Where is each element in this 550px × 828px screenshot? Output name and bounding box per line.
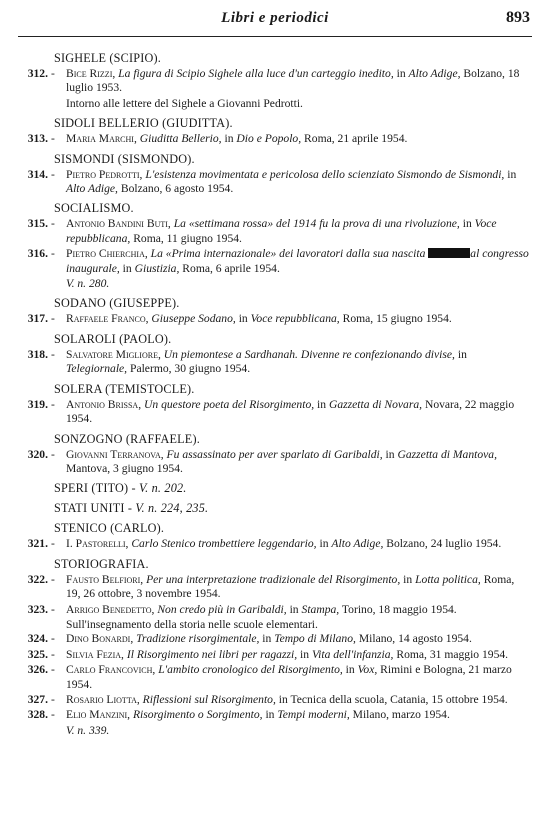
entry-place-date: Roma, 21 aprile 1954. <box>301 132 408 146</box>
entry-in: in <box>393 67 409 80</box>
entry-title: Tradizione risorgimentale, <box>136 632 260 646</box>
entry-source: Telegiornale, <box>66 362 128 376</box>
entry-source: Vita dell'infanzia, <box>311 647 394 661</box>
entry-title: Giuditta Bellerio, <box>139 132 222 146</box>
entry-author: Raffaele Franco, <box>66 312 149 326</box>
bibliography-entry <box>18 67 530 96</box>
bibliography-entry <box>18 217 530 246</box>
entry-title: Un piemontese a Sardhanah. Divenne re confezionando divise, <box>163 347 455 361</box>
subject-heading <box>18 481 530 496</box>
entry-dash: - <box>51 67 55 80</box>
page-number: 893 <box>506 9 530 26</box>
entry-source: Gazzetta di Mantova, <box>397 447 497 461</box>
entry-place-date: Milano, marzo 1954. <box>349 708 450 722</box>
entry-number: 316. <box>27 247 48 261</box>
entry-dash: - <box>51 167 55 181</box>
cross-reference: V. n. 224, 235. <box>135 501 209 516</box>
entry-place-date: Bolzano, 24 luglio 1954. <box>383 537 502 551</box>
entry-dash: - <box>51 447 55 461</box>
heading-text: SPERI (TITO) - <box>54 481 140 496</box>
subject-heading <box>18 501 530 516</box>
entry-number: 318. <box>27 347 48 361</box>
entry-author: I. Pastorelli, <box>66 537 129 551</box>
entry-in: in <box>286 602 302 616</box>
cross-reference <box>18 724 530 738</box>
entry-number: 320. <box>27 447 48 461</box>
entry-source: Tempi moderni, <box>277 708 350 722</box>
entry-number: 326. <box>27 663 48 677</box>
entry-in: in <box>459 217 475 231</box>
note-text: Sull'insegnamento della storia nelle scuole elementari. <box>66 617 318 631</box>
entry-number: 324. <box>27 632 48 646</box>
subject-heading <box>18 432 530 447</box>
entry-dash: - <box>51 247 55 261</box>
entry-author: Carlo Francovich, <box>66 663 156 677</box>
cross-reference: V. n. 202. <box>139 481 187 496</box>
entry-number: 315. <box>27 217 48 231</box>
entry-dash: - <box>51 537 55 551</box>
entry-title: La «Prima internazionale» dei lavoratori dalla sua nascita <box>150 247 426 261</box>
entry-in: in <box>342 663 358 677</box>
bibliography-entry <box>18 448 530 477</box>
entry-place-date: Roma, 19, 26 ottobre, 3 novembre 1954. <box>66 572 515 601</box>
entry-place-date: Roma, 15 giugno 1954. <box>339 312 452 326</box>
entry-author: Pietro Pedrotti, <box>66 167 143 181</box>
entry-number: 313. <box>27 132 48 146</box>
entry-number: 325. <box>27 647 48 661</box>
bibliography-entry <box>18 693 530 707</box>
subject-heading <box>18 201 530 216</box>
entry-source: Tempo di Milano, <box>274 632 356 646</box>
entry-number: 317. <box>27 312 48 326</box>
bibliography-entry <box>18 708 530 722</box>
entry-dash: - <box>51 647 55 661</box>
entry-author: Silvia Fezia, <box>66 647 124 661</box>
entry-author: Salvatore Migliore, <box>66 347 161 361</box>
entry-in: in <box>400 572 416 586</box>
entry-place-date: Bolzano, 18 luglio 1953. <box>66 67 520 95</box>
bibliography-entry <box>18 168 530 197</box>
entry-title: Un questore poeta del Risorgimento, <box>144 397 315 411</box>
entry-place-date: Bolzano, 6 agosto 1954. <box>117 182 234 196</box>
bibliography-entry <box>18 312 530 326</box>
entry-source: Lotta politica, <box>415 572 481 586</box>
bibliography-entry <box>18 132 530 146</box>
entry-source: Alto Adige, <box>408 67 461 80</box>
entry-place-date: Roma, 31 maggio 1954. <box>393 647 509 661</box>
entry-note <box>18 618 530 632</box>
entry-place-date: Roma, 11 giugno 1954. <box>130 231 242 245</box>
entry-in: in <box>297 647 312 661</box>
entry-dash: - <box>51 663 55 677</box>
entry-author: Bice Rizzi, <box>66 67 116 80</box>
cross-reference <box>18 277 530 291</box>
bibliography-entry <box>18 648 530 662</box>
bibliography-entry <box>18 632 530 646</box>
heading-text: STORIOGRAFIA. <box>54 556 149 571</box>
heading-text: SOLERA (TEMISTOCLE). <box>54 381 195 396</box>
entry-title: La «settimana rossa» del 1914 fu la prova di una rivoluzione, <box>173 217 460 231</box>
cross-reference-text: V. n. 280. <box>66 277 110 291</box>
entry-number: 319. <box>27 397 48 411</box>
heading-text: SIDOLI BELLERIO (GIUDITTA). <box>54 116 233 131</box>
entry-author: Rosario Liotta, <box>66 692 140 706</box>
subject-heading <box>18 296 530 311</box>
bibliography-entry <box>18 398 530 427</box>
entry-author: Elio Manzini, <box>66 708 131 722</box>
entry-number: 327. <box>27 692 48 706</box>
entry-author: Pietro Chierchia, <box>66 247 148 261</box>
redaction-mark <box>428 248 470 258</box>
entry-dash: - <box>51 708 55 722</box>
bibliography-entry <box>18 537 530 551</box>
entry-title: Riflessioni sul Risorgimento, <box>142 692 276 706</box>
bibliography-entry <box>18 348 530 377</box>
subject-heading <box>18 332 530 347</box>
running-title: Libri e periodici <box>221 10 329 26</box>
entry-in: in <box>454 347 467 361</box>
entry-title: La figura di Scipio Sighele alla luce d'un carteggio inedito, <box>118 67 394 80</box>
entry-number: 321. <box>27 537 48 551</box>
entry-dash: - <box>51 692 55 706</box>
bibliography-entry <box>18 573 530 602</box>
entry-source: Voce repubblicana, <box>250 312 340 326</box>
subject-heading <box>18 51 530 66</box>
entry-number: 328. <box>27 708 48 722</box>
heading-text: SIGHELE (SCIPIO). <box>54 51 161 65</box>
heading-text: STENICO (CARLO). <box>54 521 165 536</box>
heading-text: SOCIALISMO. <box>54 201 134 216</box>
entry-dash: - <box>51 602 55 616</box>
entry-in: in Tecnica della scuola, <box>275 692 391 706</box>
page-header <box>18 8 532 32</box>
heading-text: STATI UNITI - <box>54 501 136 516</box>
entry-in: in <box>119 261 135 275</box>
entry-title: Risorgimento o Sorgimento, <box>132 708 263 722</box>
entry-dash: - <box>51 217 55 231</box>
entry-number: 314. <box>27 167 48 181</box>
entry-author: Maria Marchi, <box>66 132 137 146</box>
entry-place-date: Palermo, 30 giugno 1954. <box>127 362 251 376</box>
entry-author: Dino Bonardi, <box>66 632 134 646</box>
entry-author: Fausto Belfiori, <box>66 572 144 586</box>
bibliography-list <box>18 46 530 738</box>
entry-source: Alto Adige, <box>66 182 118 196</box>
bibliography-entry <box>18 247 530 276</box>
subject-heading <box>18 557 530 572</box>
entry-dash: - <box>51 397 55 411</box>
entry-in: in <box>262 708 278 722</box>
entry-author: Arrigo Benedetto, <box>66 602 155 616</box>
note-text: Intorno alle lettere del Sighele a Giovanni Pedrotti. <box>66 96 303 110</box>
heading-text: SISMONDI (SISMONDO). <box>54 151 195 166</box>
entry-number: 322. <box>27 572 48 586</box>
entry-in: in <box>316 537 332 551</box>
entry-title: Il Risorgimento nei libri per ragazzi, <box>126 647 298 661</box>
entry-source: Stampa, <box>301 602 340 616</box>
entry-title-continued: al congresso inaugurale, <box>66 247 529 275</box>
bibliography-entry <box>18 603 530 617</box>
entry-in: in <box>504 167 517 181</box>
entry-title: Carlo Stenico trombettiere leggendario, <box>131 537 317 551</box>
entry-source: Vox, <box>357 663 378 677</box>
entry-place-date: Milano, 14 agosto 1954. <box>355 632 472 646</box>
cross-reference-text: V. n. 339. <box>66 723 110 737</box>
entry-author: Antonio Brissa, <box>66 397 142 411</box>
entry-number: 312. <box>27 67 48 80</box>
heading-text: SODANO (GIUSEPPE). <box>54 296 180 311</box>
entry-source: Voce repubblicana, <box>66 217 497 245</box>
entry-in: in <box>235 312 251 326</box>
entry-dash: - <box>51 632 55 646</box>
entry-dash: - <box>51 132 55 146</box>
entry-place-date: Roma, 6 aprile 1954. <box>179 261 280 275</box>
entry-dash: - <box>51 572 55 586</box>
entry-title: Fu assassinato per aver sparlato di Garibaldi, <box>166 447 383 461</box>
entry-title: Per una interpretazione tradizionale del Risorgimento, <box>146 572 401 586</box>
entry-note <box>18 97 530 111</box>
entry-in: in <box>221 132 237 146</box>
entry-place-date: Torino, 18 maggio 1954. <box>339 602 457 616</box>
entry-place-date: Rimini e Bologna, 21 marzo 1954. <box>66 663 512 691</box>
subject-heading <box>18 116 530 131</box>
entry-place-date: Mantova, 3 giugno 1954. <box>66 461 183 475</box>
entry-source: Dio e Popolo, <box>236 132 302 146</box>
entry-place-date: Novara, 22 maggio 1954. <box>66 397 515 426</box>
entry-title: Non credo più in Garibaldi, <box>157 602 287 616</box>
entry-author: Antonio Bandini Buti, <box>66 217 171 231</box>
heading-text: SONZOGNO (RAFFAELE). <box>54 431 200 446</box>
entry-title: L'ambito cronologico del Risorgimento, <box>158 663 343 677</box>
entry-author: Giovanni Terranova, <box>66 447 164 461</box>
entry-source: Alto Adige, <box>331 537 384 551</box>
subject-heading <box>18 382 530 397</box>
subject-heading <box>18 521 530 536</box>
entry-number: 323. <box>27 602 48 616</box>
heading-text: SOLAROLI (PAOLO). <box>54 331 172 346</box>
entry-title: L'esistenza movimentata e pericolosa dello scienziato Sismondo de Sismondi, <box>145 167 505 181</box>
entry-source: Giustizia, <box>134 261 180 275</box>
header-rule <box>18 36 532 37</box>
bibliography-entry <box>18 663 530 692</box>
entry-in: in <box>259 632 275 646</box>
entry-source: Gazzetta di Novara, <box>328 397 423 411</box>
entry-dash: - <box>51 347 55 361</box>
entry-dash: - <box>51 312 55 326</box>
entry-in: in <box>314 397 329 411</box>
entry-in: in <box>382 447 398 461</box>
entry-place-date: Catania, 15 ottobre 1954. <box>390 692 508 706</box>
subject-heading <box>18 152 530 167</box>
entry-title: Giuseppe Sodano, <box>151 312 236 326</box>
